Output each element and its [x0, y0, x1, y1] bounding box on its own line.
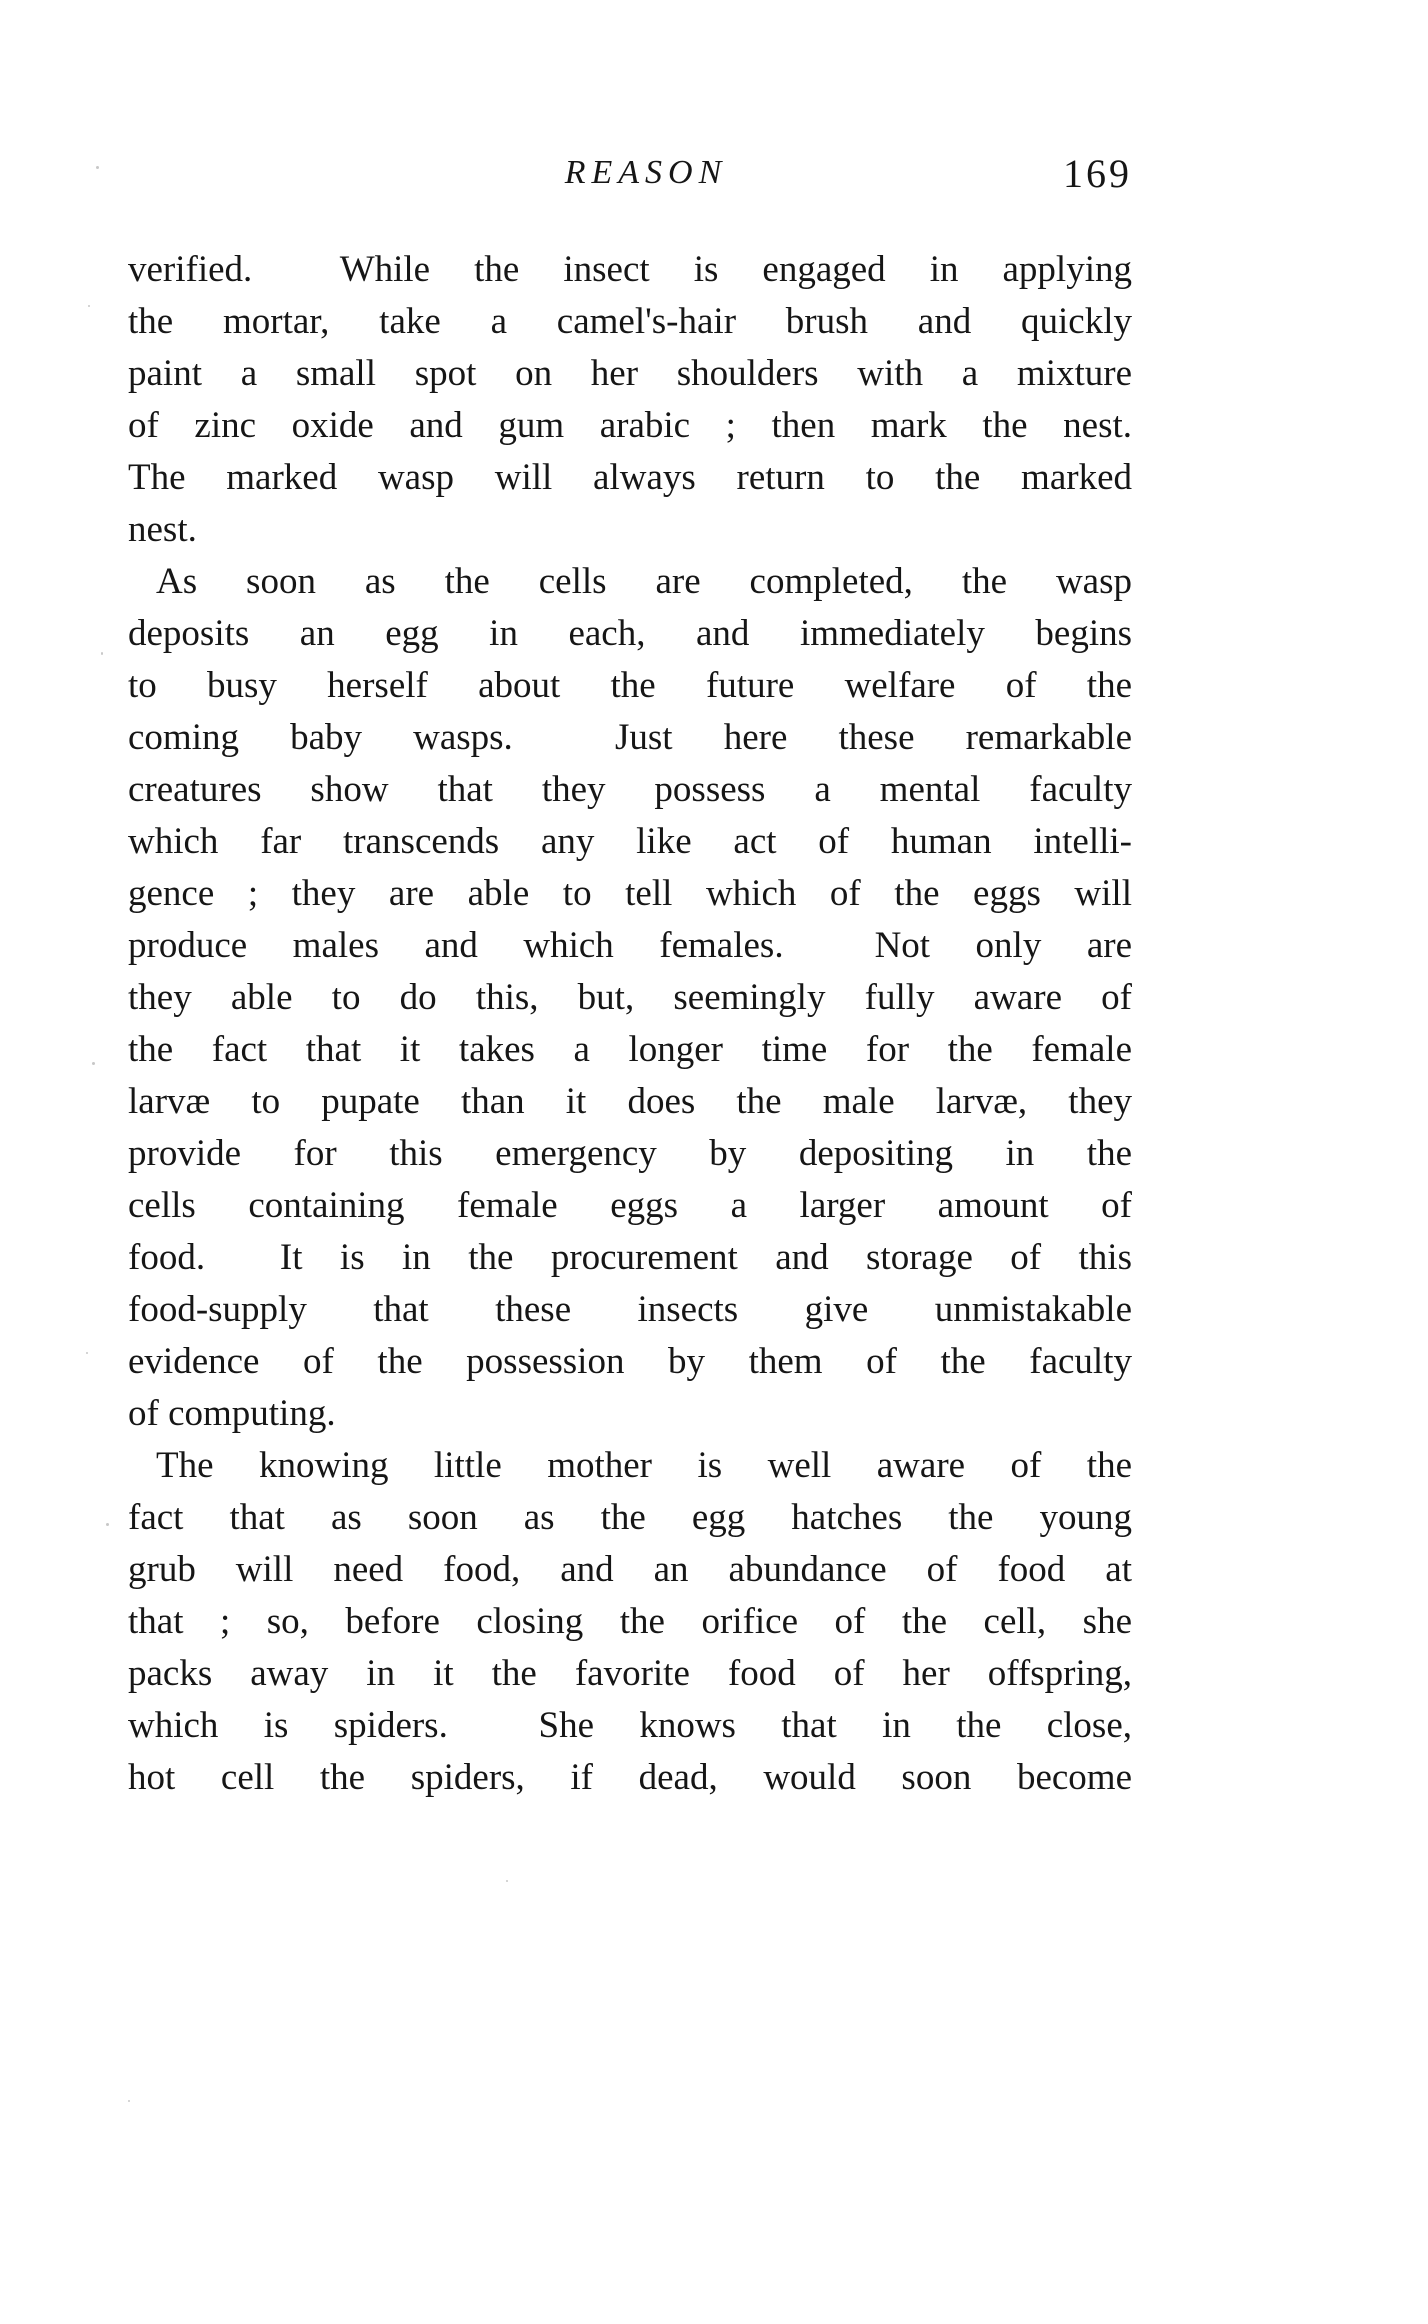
text-line: they able to do this, but, seemingly fully aware of [128, 977, 1132, 1018]
text-line: packs away in it the favorite food of her offspring, [128, 1653, 1132, 1694]
text-line: grub will need food, and an abundance of food at [128, 1549, 1132, 1590]
text-line: deposits an egg in each, and immediately begins [128, 613, 1132, 654]
scan-speckle [86, 1352, 88, 1354]
text-line: larvæ to pupate than it does the male larvæ, they [128, 1081, 1132, 1122]
paragraph [128, 556, 1132, 1440]
text-line: food. It is in the procurement and storage of this [128, 1237, 1132, 1278]
text-line: of zinc oxide and gum arabic ; then mark the nest. [128, 405, 1132, 446]
text-line: produce males and which females. Not only are [128, 925, 1132, 966]
text-line: that ; so, before closing the orifice of the cell, she [128, 1601, 1132, 1642]
text-line: The marked wasp will always return to the marked [128, 457, 1132, 498]
body-text [128, 244, 1132, 1804]
text-line: gence ; they are able to tell which of the eggs will [128, 873, 1132, 914]
text-line: provide for this emergency by depositing in the [128, 1133, 1132, 1174]
text-line: verified. While the insect is engaged in applying [128, 249, 1132, 290]
text-line: food-supply that these insects give unmistakable [128, 1289, 1132, 1330]
text-line: hot cell the spiders, if dead, would soon become [128, 1757, 1132, 1798]
scan-speckle [96, 166, 99, 169]
scan-speckle [88, 305, 90, 307]
scan-speckle [128, 2100, 130, 2102]
text-line: creatures show that they possess a mental faculty [128, 769, 1132, 810]
text-line: which is spiders. She knows that in the close, [128, 1705, 1132, 1746]
text-line: cells containing female eggs a larger amount of [128, 1185, 1132, 1226]
text-line: paint a small spot on her shoulders with a mixture [128, 353, 1132, 394]
text-line: evidence of the possession by them of the faculty [128, 1341, 1132, 1382]
running-title: REASON [564, 154, 728, 191]
text-line: fact that as soon as the egg hatches the young [128, 1497, 1132, 1538]
text-line: the fact that it takes a longer time for the female [128, 1029, 1132, 1070]
paragraph [128, 244, 1132, 556]
text-line: to busy herself about the future welfare of the [128, 665, 1132, 706]
paragraph [128, 1440, 1132, 1804]
scan-speckle [106, 1523, 109, 1526]
text-line: which far transcends any like act of human intelli- [128, 821, 1132, 862]
text-line: As soon as the cells are completed, the wasp [156, 561, 1132, 602]
scan-speckle [101, 652, 103, 655]
text-line: the mortar, take a camel's-hair brush and quickly [128, 301, 1132, 342]
page-number: 169 [1063, 151, 1132, 196]
scan-speckle [506, 1880, 508, 1882]
text-line: coming baby wasps. Just here these remarkable [128, 717, 1132, 758]
scan-speckle [92, 1062, 95, 1065]
page-header [128, 150, 1132, 212]
text-line: nest. [128, 509, 197, 550]
text-line: The knowing little mother is well aware of the [156, 1445, 1132, 1486]
text-line: of computing. [128, 1393, 336, 1434]
